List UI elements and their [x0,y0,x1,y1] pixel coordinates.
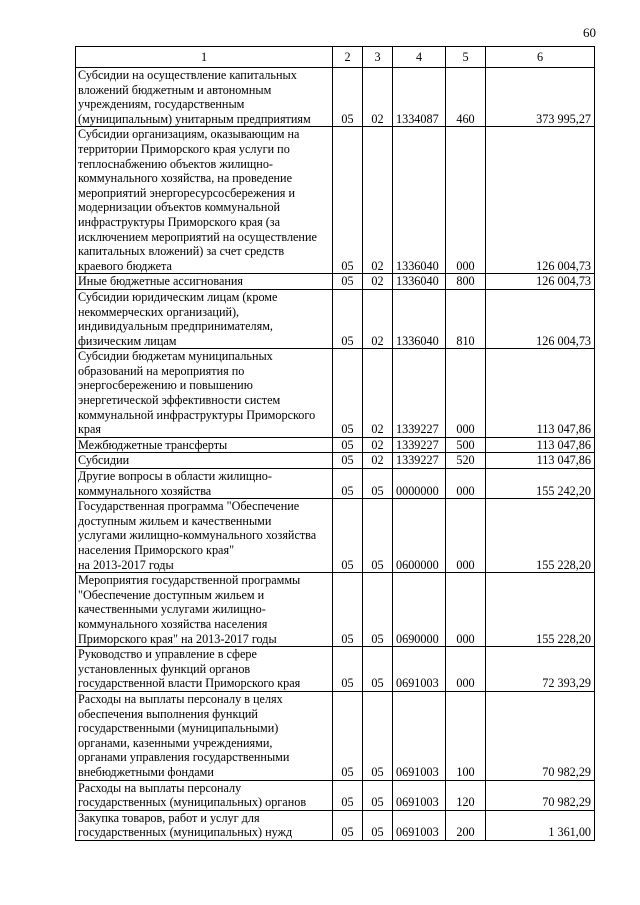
row-name-cell: Иные бюджетные ассигнования [76,274,333,290]
expense-type-cell: 000 [446,647,486,692]
subsection-code-cell: 02 [363,68,393,127]
amount-cell: 70 982,29 [486,691,595,780]
column-header-6: 6 [486,47,595,68]
target-article-cell: 0691003 [393,647,446,692]
page-number: 60 [583,25,596,40]
column-header-4: 4 [393,47,446,68]
table-body [76,47,595,841]
expense-type-cell: 000 [446,349,486,438]
row-name-cell: Другие вопросы в области жилищно- коммунального хозяйства [76,469,333,499]
amount-cell: 72 393,29 [486,647,595,692]
expense-type-cell: 460 [446,68,486,127]
row-name-cell: Закупка товаров, работ и услуг для государственных (муниципальных) нужд [76,810,333,840]
amount-cell: 126 004,73 [486,289,595,348]
target-article-cell: 0000000 [393,469,446,499]
section-code-cell: 05 [333,573,363,647]
amount-cell: 126 004,73 [486,127,595,274]
subsection-code-cell: 05 [363,691,393,780]
subsection-code-cell: 05 [363,499,393,573]
amount-cell: 126 004,73 [486,274,595,290]
row-name-cell: Расходы на выплаты персоналу государственных (муниципальных) органов [76,780,333,810]
table-row [76,499,595,573]
target-article-cell: 1339227 [393,349,446,438]
subsection-code-cell: 02 [363,127,393,274]
target-article-cell: 1336040 [393,289,446,348]
row-name-cell: Мероприятия государственной программы "Обеспечение доступным жильем и качественными услугами жилищно- коммунального хозяйства населения Приморского края" на 2013-2017 годы [76,573,333,647]
table-row [76,349,595,438]
section-code-cell: 05 [333,780,363,810]
expense-type-cell: 120 [446,780,486,810]
section-code-cell: 05 [333,453,363,469]
section-code-cell: 05 [333,437,363,453]
target-article-cell: 1336040 [393,127,446,274]
row-name-cell: Субсидии бюджетам муниципальных образований на мероприятия по энергосбережению и повышению энергетической эффективности систем коммунальной инфраструктуры Приморского края [76,349,333,438]
column-header-3: 3 [363,47,393,68]
section-code-cell: 05 [333,691,363,780]
subsection-code-cell: 05 [363,469,393,499]
budget-table [75,46,595,841]
column-header-2: 2 [333,47,363,68]
amount-cell: 155 228,20 [486,573,595,647]
amount-cell: 70 982,29 [486,780,595,810]
expense-type-cell: 000 [446,573,486,647]
expense-type-cell: 000 [446,499,486,573]
subsection-code-cell: 02 [363,274,393,290]
subsection-code-cell: 05 [363,780,393,810]
target-article-cell: 0600000 [393,499,446,573]
table-row [76,647,595,692]
table-row [76,810,595,840]
row-name-cell: Расходы на выплаты персоналу в целях обеспечения выполнения функций государственными (муниципальными) органами, казенными учреждениями, органами управления государственными внебюджетными фондами [76,691,333,780]
target-article-cell: 0690000 [393,573,446,647]
section-code-cell: 05 [333,499,363,573]
subsection-code-cell: 02 [363,437,393,453]
subsection-code-cell: 02 [363,349,393,438]
amount-cell: 155 228,20 [486,499,595,573]
section-code-cell: 05 [333,469,363,499]
target-article-cell: 0691003 [393,810,446,840]
table-row [76,289,595,348]
amount-cell: 155 242,20 [486,469,595,499]
subsection-code-cell: 05 [363,647,393,692]
section-code-cell: 05 [333,647,363,692]
table-row [76,469,595,499]
target-article-cell: 0691003 [393,780,446,810]
row-name-cell: Государственная программа "Обеспечение доступным жильем и качественными услугами жилищно-коммунального хозяйства населения Приморского края" на 2013-2017 годы [76,499,333,573]
row-name-cell: Субсидии организациям, оказывающим на территории Приморского края услуги по теплоснабжению объектов жилищно- коммунального хозяйства, на проведение мероприятий энергоресурсосбережения и модернизации объектов коммунальной инфраструктуры Приморского края (за исключением мероприятий на осуществление капитальных вложений) за счет средств краевого бюджета [76,127,333,274]
subsection-code-cell: 05 [363,573,393,647]
expense-type-cell: 000 [446,469,486,499]
target-article-cell: 1339227 [393,437,446,453]
expense-type-cell: 520 [446,453,486,469]
amount-cell: 113 047,86 [486,349,595,438]
column-header-1: 1 [76,47,333,68]
section-code-cell: 05 [333,127,363,274]
target-article-cell: 0691003 [393,691,446,780]
table-row [76,127,595,274]
column-header-5: 5 [446,47,486,68]
row-name-cell: Субсидии на осуществление капитальных вложений бюджетным и автономным учреждениям, государственным (муниципальным) унитарным предприятиям [76,68,333,127]
expense-type-cell: 000 [446,127,486,274]
subsection-code-cell: 02 [363,289,393,348]
amount-cell: 113 047,86 [486,453,595,469]
table-header-row [76,47,595,68]
row-name-cell: Субсидии [76,453,333,469]
amount-cell: 1 361,00 [486,810,595,840]
expense-type-cell: 810 [446,289,486,348]
section-code-cell: 05 [333,289,363,348]
table-row [76,780,595,810]
expense-type-cell: 100 [446,691,486,780]
expense-type-cell: 500 [446,437,486,453]
row-name-cell: Руководство и управление в сфере установленных функций органов государственной власти Приморского края [76,647,333,692]
subsection-code-cell: 05 [363,810,393,840]
section-code-cell: 05 [333,349,363,438]
section-code-cell: 05 [333,810,363,840]
expense-type-cell: 800 [446,274,486,290]
table-row [76,68,595,127]
target-article-cell: 1336040 [393,274,446,290]
expense-type-cell: 200 [446,810,486,840]
table-row [76,437,595,453]
subsection-code-cell: 02 [363,453,393,469]
row-name-cell: Субсидии юридическим лицам (кроме некоммерческих организаций), индивидуальным предпринимателям, физическим лицам [76,289,333,348]
amount-cell: 373 995,27 [486,68,595,127]
section-code-cell: 05 [333,274,363,290]
row-name-cell: Межбюджетные трансферты [76,437,333,453]
target-article-cell: 1339227 [393,453,446,469]
table-row [76,691,595,780]
table-row [76,453,595,469]
target-article-cell: 1334087 [393,68,446,127]
table-row [76,573,595,647]
section-code-cell: 05 [333,68,363,127]
table-row [76,274,595,290]
amount-cell: 113 047,86 [486,437,595,453]
